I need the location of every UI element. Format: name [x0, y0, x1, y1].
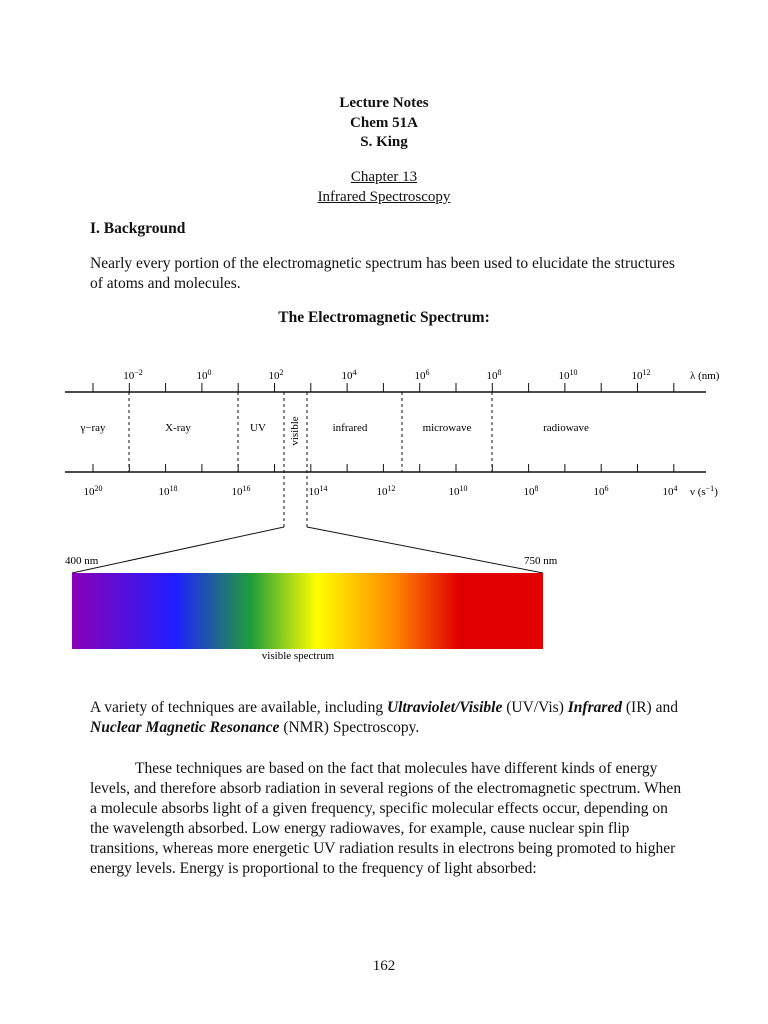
p1-text-c: (UV/Vis) — [502, 699, 568, 716]
wavelength-tick-label-0: $10^{-2}$ — [123, 368, 143, 382]
frequency-tick-label-5: $10^{10}$ — [448, 484, 468, 498]
frequency-unit-label: ν $(s^{-1})$ — [690, 484, 718, 498]
region-microwave: microwave — [422, 422, 472, 434]
page-number: 162 — [372, 958, 396, 974]
figure-title: The Electromagnetic Spectrum: — [278, 309, 490, 326]
header-course-line2: Chem 51A — [350, 115, 418, 131]
em-spectrum-figure — [0, 355, 768, 675]
visible-spectrum-caption: visible spectrum — [261, 650, 335, 662]
wavelength-tick-label-1: $10^0$ — [196, 368, 212, 382]
wavelength-tick-label-2: $10^2$ — [268, 368, 284, 382]
p1-text-a: A variety of techniques are available, including — [90, 699, 387, 716]
frequency-tick-label-6: $10^8$ — [523, 484, 539, 498]
wavelength-tick-label-7: $10^{12}$ — [631, 368, 651, 382]
frequency-tick-label-0: $10^{20}$ — [83, 484, 103, 498]
intro-paragraph: Nearly every portion of the electromagnetic spectrum has been used to elucidate the structures of atoms and molecules. — [90, 255, 675, 292]
wavelength-unit-label: λ (nm) — [690, 370, 720, 382]
wavelength-tick-label-6: $10^{10}$ — [558, 368, 578, 382]
region-gamma-ray: γ−ray — [80, 422, 106, 434]
frequency-tick-label-7: $10^6$ — [593, 484, 609, 498]
header-course-line1: Lecture Notes — [339, 95, 429, 111]
techniques-paragraph — [90, 698, 690, 738]
region-x-ray: X-ray — [165, 422, 191, 434]
expansion-line-left — [72, 527, 284, 573]
uv-vis-term: Ultraviolet/Visible — [386, 699, 503, 716]
energy-levels-paragraph — [90, 759, 690, 879]
wavelength-tick-label-4: $10^6$ — [414, 368, 430, 382]
wavelength-tick-label-3: $10^4$ — [341, 368, 357, 382]
frequency-tick-label-1: $10^{18}$ — [158, 484, 178, 498]
visible-start-label: 400 nm — [65, 555, 99, 567]
visible-end-label: 750 nm — [524, 555, 558, 567]
frequency-axis-ticks — [93, 464, 674, 472]
nmr-term: Nuclear Magnetic Resonance — [90, 719, 280, 736]
energy-levels-text: These techniques are based on the fact that molecules have different kinds of energy levels, and therefore absorb radiation in several regions of the electromagnetic spectrum. When a molecule absorbs light of a given frequency, specific molecular effects occur, depending on the wavelength absorbed. Low energy radiowaves, for example, cause nuclear spin flip transitions, whereas more energetic UV radiation results in electrons being promoted to higher energy levels. Energy is proportional to the frequency of light absorbed: — [90, 760, 682, 877]
frequency-tick-label-2: $10^{16}$ — [231, 484, 251, 498]
frequency-tick-label-8: $10^4$ — [662, 484, 678, 498]
expansion-line-right — [307, 527, 543, 573]
region-uv: UV — [250, 422, 266, 434]
section-heading: I. Background — [90, 220, 186, 237]
wavelength-tick-labels — [123, 368, 650, 382]
wavelength-axis-ticks — [93, 383, 674, 392]
frequency-tick-label-4: $10^{12}$ — [376, 484, 396, 498]
chapter-number: Chapter 13 — [350, 169, 418, 185]
p1-text-e: (IR) and — [622, 699, 678, 716]
p1-text-g: (NMR) Spectroscopy. — [279, 719, 420, 736]
frequency-tick-labels — [84, 484, 678, 498]
chapter-title: Infrared Spectroscopy — [317, 189, 451, 205]
visible-spectrum-gradient — [72, 573, 543, 649]
infrared-term: Infrared — [567, 699, 623, 716]
region-infrared: infrared — [332, 422, 368, 434]
region-visible: visible — [289, 416, 301, 446]
wavelength-tick-label-5: $10^8$ — [486, 368, 502, 382]
region-radiowave: radiowave — [543, 422, 589, 434]
header-author: S. King — [360, 134, 408, 150]
frequency-tick-label-3: $10^{14}$ — [308, 484, 328, 498]
